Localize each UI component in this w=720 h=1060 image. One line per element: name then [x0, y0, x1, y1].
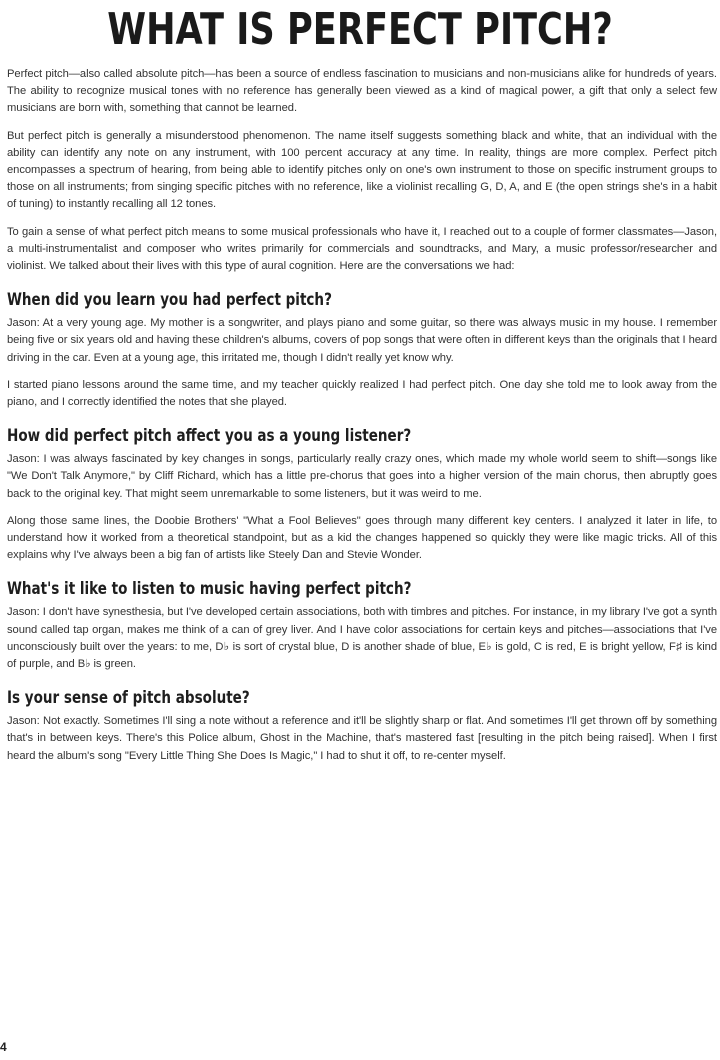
section-4-paragraph-1: Jason: Not exactly. Sometimes I'll sing a note without a reference and it'll be slightly sharp or flat. And sometimes I'll get thrown off by something that's in between keys. There's this Police album, Ghost in the Machine, that's mastered fast [resulting in the pitch being raised]. When I first heard the album's song "Every Little Thing She Does Is Magic," I had to shut it off, to re-center myself.	[7, 715, 717, 762]
section-heading-4: Is your sense of pitch absolute?	[7, 688, 250, 708]
intro-paragraph-3: To gain a sense of what perfect pitch means to some musical professionals who have it, I reached out to a couple of former classmates—Jason, a multi-instrumentalist and composer who writes primarily for commercials and soundtracks, and Mary, a music professor/researcher and violinist. We talked about their lives with this type of aural cognition. Here are the conversations we had:	[7, 225, 717, 273]
section-heading-1: When did you learn you had perfect pitch?	[7, 290, 332, 310]
section-1-paragraph-1: Jason: At a very young age. My mother is a songwriter, and plays piano and some guitar, so there was always music in my house. I remember being five or six years old and having these children's albums, covers of pop songs that were often in different keys than the originals that I heard driving in the car. Even at a young age, this irritated me, though I didn't really yet know why.	[7, 317, 717, 364]
section-2-paragraph-1: Jason: I was always fascinated by key changes in songs, particularly really crazy ones, which made my whole world seem to shift—songs like "We Don't Talk Anymore," by Cliff Richard, which has a little pre-chorus that goes into a higher version of the main chorus, then abruptly goes back to the original key. That might seem unremarkable to some listeners, but it was weird to me.	[7, 453, 717, 500]
section-heading-2: How did perfect pitch affect you as a young listener?	[7, 426, 412, 446]
intro-paragraph-1: Perfect pitch—also called absolute pitch—has been a source of endless fascination to musicians and non-musicians alike for hundreds of years. The ability to recognize musical tones with no reference has generally been viewed as a kind of magical power, a gift that only a select few musicians are born with, something that cannot be learned.	[7, 68, 717, 115]
page-title: WHAT IS PERFECT PITCH?	[107, 4, 613, 55]
section-3-paragraph-1: Jason: I don't have synesthesia, but I've developed certain associations, both with timbres and pitches. For instance, in my library I've got a synth sound called tap organ, makes me think of a can of grey liver. And I have color associations for certain keys and pitches—associations that I've unconsciously built over the years: to me, D♭ is sort of crystal blue, D is another shade of blue, E♭ is gold, C is red, E is bright yellow, F♯ is kind of purple, and B♭ is green.	[7, 606, 717, 671]
page-number: 4	[0, 1040, 7, 1054]
article-body	[7, 66, 717, 775]
section-2-paragraph-2: Along those same lines, the Doobie Brothers' "What a Fool Believes" goes through many different key centers. I analyzed it later in life, to understand how it worked from a theoretical standpoint, but as a kid the changes happened so quickly they were like magic tricks. All of this explains why I've always been a big fan of artists like Steely Dan and Stevie Wonder.	[7, 514, 717, 562]
section-1-paragraph-2: I started piano lessons around the same time, and my teacher quickly realized I had perfect pitch. One day she told me to look away from the piano, and I correctly identified the notes that she played.	[7, 378, 717, 409]
intro-paragraph-2: But perfect pitch is generally a misunderstood phenomenon. The name itself suggests something black and white, that an individual with the ability can identify any note on any instrument, with 100 percent accuracy at any time. In reality, things are more complex. Perfect pitch encompasses a spectrum of hearing, from being able to identify pitches only on one's own instrument to those on specific instrument groups to those on all instruments; from singing specific pitches with no reference, like a violinist recalling G, D, A, and E (the open strings she's in a habit of tuning) to instantly recalling all 12 tones.	[7, 129, 717, 211]
section-heading-3: What's it like to listen to music having perfect pitch?	[7, 579, 412, 599]
